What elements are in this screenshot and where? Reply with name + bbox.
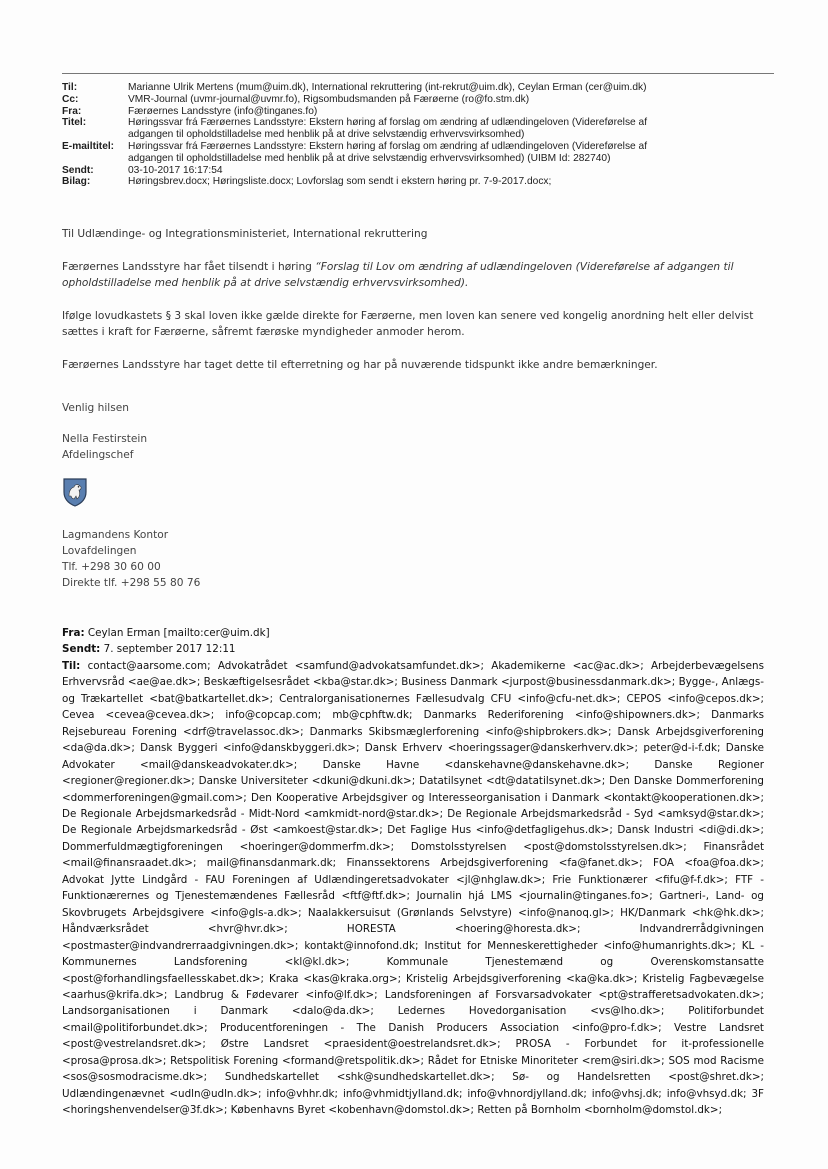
- header-til-row: [62, 82, 762, 94]
- fra-value: Færøernes Landsstyre (info@tinganes.fo): [128, 105, 318, 117]
- sendt-value: 03-10-2017 16:17:54: [128, 164, 223, 176]
- header-rule: [62, 73, 774, 74]
- signer-title: Afdelingschef: [62, 449, 134, 461]
- forwarded-til-row: [62, 658, 764, 1119]
- til-label: Til:: [62, 82, 78, 93]
- header-titel-row: [62, 117, 762, 141]
- header-sendt-row: [62, 165, 762, 177]
- forwarded-fra-value: Ceylan Erman [mailto:cer@uim.dk]: [84, 627, 270, 639]
- signer-name: Nella Festirstein: [62, 433, 148, 445]
- coat-of-arms-icon: [62, 477, 88, 507]
- forwarded-fra-row: [62, 625, 764, 641]
- cc-label: Cc:: [62, 93, 79, 105]
- bilag-label: Bilag:: [62, 176, 91, 188]
- office-name: Lagmandens Kontor: [62, 529, 169, 541]
- titel-line-1: Høringssvar frá Færøernes Landsstyre: Ekstern høring af forslag om ændring af udlændingeloven (Videreførelse af: [128, 117, 648, 129]
- phone: Tlf. +298 30 60 00: [62, 561, 161, 573]
- forwarded-til-label: Til:: [62, 659, 81, 672]
- forwarded-fra-label: Fra:: [62, 627, 85, 639]
- header-emailtitel-row: [62, 141, 762, 165]
- forwarded-sendt-label: Sendt:: [62, 643, 101, 656]
- letter-paragraph-1: [62, 259, 762, 292]
- letter-paragraph-2: [62, 308, 762, 341]
- letter-body: [62, 226, 762, 373]
- titel-label: Titel:: [62, 117, 87, 129]
- forwarded-message: [62, 625, 764, 1119]
- letter-addressee: Til Udlændinge- og Integrationsministeriet, International rekruttering: [62, 228, 428, 240]
- direct-phone: Direkte tlf. +298 55 80 76: [62, 577, 201, 589]
- closing: Venlig hilsen: [62, 402, 129, 414]
- emailtitel-label: E-mailtitel:: [62, 140, 115, 152]
- department-name: Lovafdelingen: [62, 545, 137, 557]
- paragraph-1-quote-2: opholdstilladelse med henblik på at drive selvstændig erhvervsvirksomhed).: [62, 277, 469, 289]
- forwarded-til-value: contact@aarsome.com; Advokatrådet <samfund@advokatsamfundet.dk>; Akademikerne <ac@ac.dk>; Arbejderbevægelsens Erhvervsråd <ae@ae.dk>; Beskæftigelsesrådet <kba@star.dk>; Business Danmark <jurpost@businessdanmark.dk>; Bygge-, Anlægs- og Trækartellet <bat@batkartellet.dk>; Centralorganisationernes Fællesudvalg CFU <info@cfu-net.dk>; CEPOS <info@cepos.dk>; Cevea <cevea@cevea.dk>; info@copcap.com; mb@cphftw.dk; Danmarks Rederiforening <info@shipowners.dk>; Danmarks Rejsebureau Forening <drf@travelassoc.dk>; Danmarks Skibsmæglerforening <info@shipbrokers.dk>; Dansk Arbejdsgiverforening <da@da.dk>; Dansk Byggeri <info@danskbyggeri.dk>; Dansk Erhverv <hoeringssager@danskerhverv.dk>; peter@d-i-f.dk; Danske Advokater <mail@danskeadvokater.dk>; Danske Havne <danskehavne@danskehavne.dk>; Danske Regioner <regioner@regioner.dk>; Danske Universiteter <dkuni@dkuni.dk>; Datatilsynet <dt@datatilsynet.dk>; Den Danske Dommerforening <dommerforeningen@gmail.com>; Den Kooperative Arbejdsgiver og Interesseorganisation i Danmark <kontakt@kooperationen.dk>; De Regionale Arbejdsmarkedsråd - Midt-Nord <amkmidt-nord@star.dk>; De Regionale Arbejdsmarkedsråd - Syd <amksyd@star.dk>; De Regionale Arbejdsmarkedsråd - Øst <amkoest@star.dk>; Det Faglige Hus <info@detfagligehus.dk>; Dansk Industri <di@di.dk>; Dommerfuldmægtigforeningen <hoeringer@dommerfm.dk>; Domstolsstyrelsen <post@domstolsstyrelsen.dk>; Finansrådet <mail@finansraadet.dk>; mail@finansdanmark.dk; Finanssektorens Arbejdsgiverforening <fa@fanet.dk>; FOA <foa@foa.dk>; Advokat Jytte Lindgård - FAU Foreningen af Udlændingeretsadvokater <jl@nhglaw.dk>; Frie Funktionærer <fifu@f-f.dk>; FTF - Funktionærernes og Tjenestemændenes Fællesråd <ftf@ftf.dk>; Journalin hjá LMS <journalin@tinganes.fo>; Gartneri-, Land- og Skovbrugets Arbejdsgivere <info@gls-a.dk>; Naalakkersuisut (Grønlands Selvstyre) <info@nanoq.gl>; HK/Danmark <hk@hk.dk>; Håndværksrådet <hvr@hvr.dk>; HORESTA <hoering@horesta.dk>; Indvandrerrådgivningen <postmaster@indvandrerraadgivningen.dk>; kontakt@innofond.dk; Institut for Menneskerettigheder <info@humanrights.dk>; KL - Kommunernes Landsforening <kl@kl.dk>; Kommunale Tjenestemænd og Overenskomstansatte <post@forhandlingsfaellesskabet.dk>; Kraka <kas@kraka.org>; Kristelig Arbejdsgiverforening <ka@ka.dk>; Kristelig Fagbevægelse <aarhus@krifa.dk>; Landbrug & Fødevarer <info@lf.dk>; Landsforeningen af Forsvarsadvokater <pt@strafferetsadvokaten.dk>; Landsorganisationen i Danmark <dalo@da.dk>; Ledernes Hovedorganisation <vs@lho.dk>; Politiforbundet <mail@politiforbundet.dk>; Producentforeningen - The Danish Producers Association <info@pro-f.dk>; Vestre Landsret <post@vestrelandsret.dk>; Østre Landsret <praesident@oestrelandsret.dk>; PROSA - Forbundet for it-professionelle <prosa@prosa.dk>; Retspolitisk Forening <formand@retspolitik.dk>; Rådet for Etniske Minoriteter <rem@siri.dk>; SOS mod Racisme <sos@sosmodracisme.dk>; Sundhedskartellet <shk@sundhedskartellet.dk>; Sø- og Handelsretten <post@shret.dk>; Udlændingenævnet <udln@udln.dk>; info@vhhr.dk; info@vhmidtjylland.dk; info@vhnordjylland.dk; info@vhsj.dk; info@vhsyd.dk; 3F <horingshenvendelser@3f.dk>; Københavns Byret <kobenhavn@domstol.dk>; Retten på Bornholm <bornholm@domstol.dk>;: [62, 659, 764, 1117]
- emailtitel-line-1: Høringssvar frá Færøernes Landsstyre: Ekstern høring af forslag om ændring af udlændingeloven (Videreførelse af: [128, 140, 648, 152]
- fra-label: Fra:: [62, 105, 82, 117]
- paragraph-2-line-2: sættes i kraft for Færøerne, såfremt færøske myndigheder anmoder herom.: [62, 326, 465, 338]
- paragraph-1-quote-1: “Forslag til Lov om ændring af udlændingeloven (Videreførelse af adgangen til: [315, 260, 734, 273]
- paragraph-1-lead: Færøernes Landsstyre har fået tilsendt i høring: [62, 260, 316, 273]
- emailtitel-line-2: adgangen til opholdstilladelse med henblik på at drive selvstændig erhvervsvirksomhed) (UIBM Id: 282740): [128, 152, 611, 164]
- sendt-label: Sendt:: [62, 164, 94, 176]
- emailtitel-value: [128, 141, 762, 165]
- email-header: [62, 82, 762, 188]
- header-bilag-row: [62, 176, 762, 188]
- paragraph-2-line-1: Ifølge lovudkastets § 3 skal loven ikke gælde direkte for Færøerne, men loven kan senere ved kongelig anordning helt eller delvist: [62, 309, 754, 322]
- forwarded-sendt-value: 7. september 2017 12:11: [100, 643, 236, 656]
- bilag-value: Høringsbrev.docx; Høringsliste.docx; Lovforslag som sendt i ekstern høring pr. 7-9-2017.docx;: [128, 176, 552, 188]
- header-cc-row: [62, 94, 762, 106]
- til-value: Marianne Ulrik Mertens (mum@uim.dk), International rekruttering (int-rekrut@uim.dk), Ceylan Erman (cer@uim.dk): [128, 82, 647, 93]
- forwarded-sendt-row: [62, 641, 764, 657]
- letter-paragraph-3: Færøernes Landsstyre har taget dette til efterretning og har på nuværende tidspunkt ikke andre bemærkninger.: [62, 358, 658, 371]
- cc-value: VMR-Journal (uvmr-journal@uvmr.fo), Rigsombudsmanden på Færøerne (ro@fo.stm.dk): [128, 93, 530, 105]
- titel-line-2: adgangen til opholdstilladelse med henblik på at drive selvstændig erhvervsvirksomhed): [128, 129, 525, 141]
- header-fra-row: [62, 106, 762, 118]
- titel-value: [128, 117, 762, 141]
